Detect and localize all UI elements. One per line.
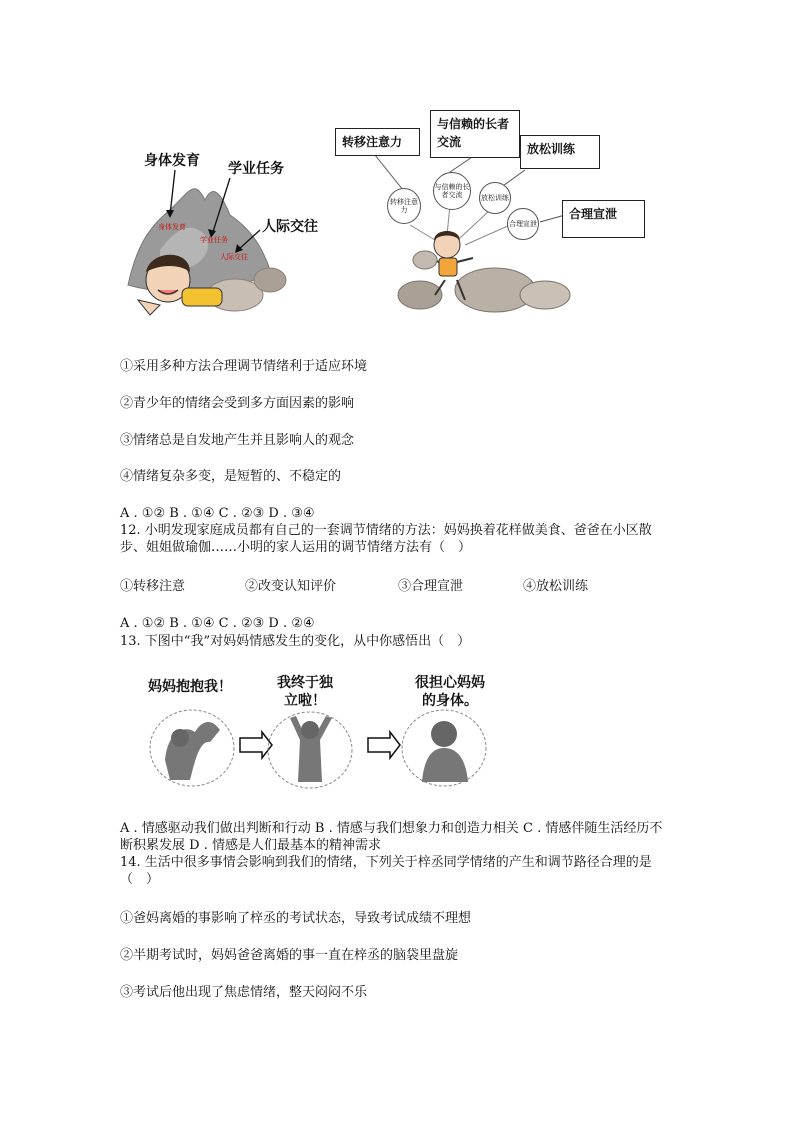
q11-option-1: ①采用多种方法合理调节情绪利于适应环境: [120, 359, 368, 374]
figure-coping: [335, 110, 650, 320]
q12-choice-2: ②改变认知评价: [245, 579, 337, 594]
q12-choice-1: ①转移注意: [120, 579, 186, 594]
q14-stem: 14. 生活中很多事情会影响到我们的情绪，下列关于梓丞同学情绪的产生和调节路径合理的是（ ）: [120, 855, 652, 887]
box-reasonable-venting: 合理宣泄: [562, 200, 645, 238]
q13-caption-1: 妈妈抱抱我！: [148, 679, 232, 695]
box-talk-elder: 与信赖的长者交流: [430, 110, 520, 158]
q11-option-3: ③情绪总是自发地产生并且影响人的观念: [120, 433, 355, 448]
bubble-relax-training: 放松训练: [479, 182, 511, 214]
label-arrows: [120, 140, 320, 320]
q12-choice-3: ③合理宣泄: [398, 579, 464, 594]
q13-silhouettes: [140, 670, 500, 795]
box-relax-training: 放松训练: [520, 135, 600, 169]
q12-choice-4: ④放松训练: [523, 579, 589, 594]
q13-figure: [140, 670, 500, 795]
q14-option-3: ③考试后他出现了焦虑情绪，整天闷闷不乐: [120, 985, 368, 1000]
q12-stem: 12. 小明发现家庭成员都有自己的一套调节情绪的方法：妈妈换着花样做美食、爸爸在小区散步、姐姐做瑜伽……小明的家人运用的调节情绪方法有（ ）: [120, 523, 652, 555]
box-transfer-attention: 转移注意力: [335, 128, 420, 156]
label-social: 人际交往: [262, 219, 318, 235]
q12-answers: A . ①② B . ①④ C . ②③ D . ②④: [120, 616, 315, 631]
label-body: 身体发育: [144, 153, 200, 169]
mountain-label-study: 学业任务: [200, 236, 228, 244]
mountain-label-social: 人际交往: [220, 253, 248, 261]
q13-answers: A . 情感驱动我们做出判断和行动 B . 情感与我们想象力和创造力相关 C . 情感伴随生活经历不断积累发展 D . 情感是人们最基本的精神需求: [120, 821, 663, 853]
q11-option-4: ④情绪复杂多变，是短暂的、不稳定的: [120, 469, 342, 484]
label-study: 学业任务: [228, 161, 284, 177]
q11-answers: A . ①② B . ①④ C . ②③ D . ③④: [120, 506, 315, 521]
bubble-talk-elder: 与信赖的长者交流: [433, 172, 471, 210]
q14-option-1: ①爸妈离婚的事影响了梓丞的考试状态，导致考试成绩不理想: [120, 911, 472, 926]
q11-option-2: ②青少年的情绪会受到多方面因素的影响: [120, 396, 355, 411]
q13-caption-2: 我终于独立啦！: [277, 675, 333, 709]
q14-option-2: ②半期考试时，妈妈爸爸离婚的事一直在梓丞的脑袋里盘旋: [120, 948, 459, 963]
q13-caption-3: 很担心妈妈的身体。: [415, 675, 485, 709]
mountain-label-body: 身体发育: [158, 223, 186, 231]
q13-stem: 13. 下图中“我”对妈妈情感发生的变化，从中你感悟出（ ）: [120, 634, 471, 649]
figure-mountain: [120, 140, 320, 320]
bubble-reasonable-venting: 合理宣泄: [507, 208, 539, 240]
bubble-transfer-attention: 转移注意力: [387, 188, 421, 224]
